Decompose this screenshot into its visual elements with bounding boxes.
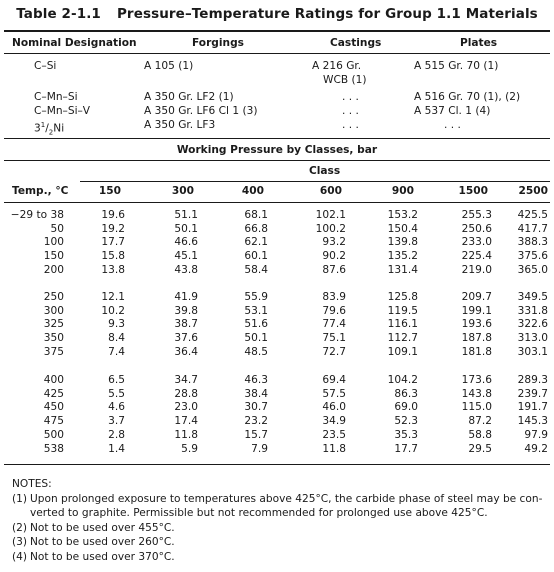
castings-c-mn-si-v: . . . [342,105,359,117]
temperature-cell: 150 [43,250,64,263]
forgings-3-half-ni: A 350 Gr. LF3 [144,119,216,131]
pressure-cell: 83.9 [322,291,346,303]
class-label: Class [309,165,341,177]
header-plates: Plates [460,37,498,49]
pressure-cell: 5.9 [181,442,198,455]
note-3-key: (3) [12,536,28,549]
temperature-cell: 100 [43,236,64,249]
top-rule [4,30,550,32]
pressure-cell: 23.2 [244,415,268,428]
class-header-600: 600 [319,185,342,197]
pressure-cell: 193.6 [461,318,492,331]
temperature-cell: 300 [43,304,64,317]
note-3-text: Not to be used over 260°C. [30,536,175,549]
forgings-c-si: A 105 (1) [144,60,194,72]
pressure-cell: 125.8 [387,291,418,303]
temperature-cell: −29 to 38 [10,209,64,221]
pressure-cell: 209.7 [461,291,492,303]
table-row [0,346,554,359]
class-header-2500: 2500 [518,185,548,197]
pressure-cell: 58.4 [244,263,268,276]
class-header-1500: 1500 [458,185,488,197]
pressure-cell: 112.7 [387,332,418,345]
pressure-cell: 58.8 [468,428,492,441]
pressure-cell: 3.7 [108,415,125,428]
pressure-cell: 50.1 [244,332,268,345]
castings-3-half-ni: . . . [342,119,359,131]
header-nominal-designation: Nominal Designation [12,37,137,49]
pressure-cell: 5.5 [108,387,125,400]
pressure-cell: 97.9 [524,428,548,441]
forgings-c-mn-si: A 350 Gr. LF2 (1) [144,91,234,103]
pressure-cell: 109.1 [387,345,418,358]
note-2-text: Not to be used over 455°C. [30,521,175,534]
castings-c-si-line2: WCB (1) [323,74,367,86]
pressure-cell: 145.3 [517,415,548,428]
table-number: Table 2-1.1 [16,6,101,22]
temperature-cell: 325 [43,318,64,331]
pressure-cell: 50.1 [174,222,198,235]
working-pressure-title: Working Pressure by Classes, bar [176,144,378,156]
pressure-cell: 388.3 [517,236,548,249]
table-row [0,264,554,277]
plates-3-half-ni: . . . [444,119,461,131]
pressure-cell: 90.2 [322,250,346,263]
materials-bottom-rule [4,138,550,139]
note-4-text: Not to be used over 370°C. [30,550,175,563]
pressure-cell: 135.2 [387,250,418,263]
pressure-cell: 7.4 [108,345,125,358]
pressure-cell: 69.0 [394,401,418,414]
table-row [0,443,554,456]
table-row [0,305,554,318]
table-row [0,401,554,414]
pressure-cell: 102.1 [315,209,346,221]
pressure-cell: 35.3 [394,428,418,441]
pressure-cell: 116.1 [387,318,418,331]
table-title [0,6,554,22]
note-3 [12,535,544,550]
pressure-cell: 93.2 [322,236,346,249]
note-1-text-line2: verted to graphite. Permissible but not recommended for prolonged use above 425°C. [30,507,488,520]
pressure-cell: 13.8 [101,263,125,276]
notes-section [12,477,544,565]
pressure-cell: 49.2 [524,442,548,455]
pressure-cell: 119.5 [387,304,418,317]
note-1-key: (1) [12,492,28,505]
pressure-cell: 87.2 [468,415,492,428]
temperature-cell: 400 [43,374,64,386]
table-row [0,209,554,222]
pressure-cell: 34.7 [174,374,198,386]
temperature-cell: 375 [43,345,64,358]
pressure-cell: 29.5 [468,442,492,455]
pressure-cell: 10.2 [101,304,125,317]
pressure-cell: 48.5 [244,345,268,358]
designation-c-si: C–Si [34,60,57,72]
table-title-text: Pressure–Temperature Ratings for Group 1.1 Materials [116,6,538,22]
pressure-cell: 30.7 [244,401,268,414]
note-2 [12,521,544,536]
pressure-cell: 60.1 [244,250,268,263]
pressure-cell: 46.0 [322,401,346,414]
class-rule [80,181,550,182]
pressure-cell: 239.7 [517,387,548,400]
pressure-cell: 62.1 [244,236,268,249]
table-bottom-rule [4,464,550,465]
pressure-cell: 2.8 [108,428,125,441]
pressure-cell: 233.0 [461,236,492,249]
pressure-cell: 187.8 [461,332,492,345]
pressure-cell: 68.1 [244,209,268,221]
castings-c-mn-si: . . . [342,91,359,103]
designation-c-mn-si-v: C–Mn–Si–V [34,105,91,117]
pressure-cell: 57.5 [322,387,346,400]
pressure-cell: 41.9 [174,291,198,303]
pressure-cell: 77.4 [322,318,346,331]
pressure-cell: 79.6 [322,304,346,317]
pressure-cell: 12.1 [101,291,125,303]
pressure-cell: 417.7 [517,222,548,235]
pressure-cell: 38.4 [244,387,268,400]
pressure-cell: 72.7 [322,345,346,358]
pressure-cell: 75.1 [322,332,346,345]
pressure-cell: 100.2 [315,222,346,235]
temperature-cell: 350 [43,332,64,345]
plates-c-mn-si: A 516 Gr. 70 (1), (2) [414,91,521,103]
pressure-cell: 115.0 [461,401,492,414]
note-1-text: Upon prolonged exposure to temperatures above 425°C, the carbide phase of steel may be con- [30,492,543,505]
temperature-header: Temp., °C [12,185,69,197]
pressure-cell: 250.6 [461,222,492,235]
pressure-cell: 8.4 [108,332,125,345]
pressure-cell: 19.6 [101,209,125,221]
designation-c-mn-si: C–Mn–Si [34,91,78,103]
pressure-cell: 69.4 [322,374,346,386]
pressure-cell: 17.4 [174,415,198,428]
pressure-cell: 131.4 [387,263,418,276]
note-2-key: (2) [12,521,28,534]
pressure-cell: 255.3 [461,209,492,221]
temperature-cell: 425 [43,387,64,400]
pressure-cell: 181.8 [461,345,492,358]
forgings-c-mn-si-v: A 350 Gr. LF6 Cl 1 (3) [144,105,258,117]
pressure-cell: 38.7 [174,318,198,331]
pressure-cell: 219.0 [461,263,492,276]
table-row [0,291,554,304]
castings-c-si: A 216 Gr. [312,60,362,72]
temperature-cell: 50 [50,222,64,235]
pressure-cell: 7.9 [251,442,268,455]
class-header-300: 300 [171,185,194,197]
pressure-cell: 6.5 [108,374,125,386]
pressure-cell: 53.1 [244,304,268,317]
temperature-cell: 200 [43,263,64,276]
pressure-cell: 39.8 [174,304,198,317]
pressure-cell: 375.6 [517,250,548,263]
pressure-cell: 55.9 [244,291,268,303]
notes-heading: NOTES: [12,478,52,490]
pressure-cell: 349.5 [517,291,548,303]
pressure-cell: 4.6 [108,401,125,414]
pressure-cell: 303.1 [517,345,548,358]
header-castings: Castings [330,37,382,49]
table-row [0,429,554,442]
table-row [0,236,554,249]
pressure-cell: 191.7 [517,401,548,414]
pressure-cell: 87.6 [322,263,346,276]
note-4-key: (4) [12,550,28,563]
pressure-cell: 150.4 [387,222,418,235]
pressure-header-rule [4,202,550,203]
table-row [0,415,554,428]
pressure-cell: 51.6 [244,318,268,331]
temperature-cell: 538 [43,442,64,455]
pressure-cell: 15.7 [244,428,268,441]
pressure-cell: 86.3 [394,387,418,400]
table-row [0,332,554,345]
note-4 [12,550,544,565]
pressure-cell: 15.8 [101,250,125,263]
pressure-cell: 425.5 [517,209,548,221]
pressure-cell: 37.6 [174,332,198,345]
pressure-cell: 173.6 [461,374,492,386]
pressure-cell: 11.8 [322,442,346,455]
table-row [0,250,554,263]
temperature-cell: 475 [43,415,64,428]
temperature-cell: 500 [43,428,64,441]
pressure-cell: 46.6 [174,236,198,249]
pressure-cell: 19.2 [101,222,125,235]
plates-c-si: A 515 Gr. 70 (1) [414,60,499,72]
temperature-cell: 450 [43,401,64,414]
table-row [0,374,554,387]
plates-c-mn-si-v: A 537 Cl. 1 (4) [414,105,491,117]
pressure-cell: 17.7 [101,236,125,249]
table-row [0,388,554,401]
pressure-cell: 199.1 [461,304,492,317]
pressure-cell: 331.8 [517,304,548,317]
pressure-cell: 23.5 [322,428,346,441]
pressure-cell: 9.3 [108,318,125,331]
pressure-cell: 28.8 [174,387,198,400]
pressure-cell: 66.8 [244,222,268,235]
pressure-cell: 34.9 [322,415,346,428]
class-header-400: 400 [241,185,264,197]
pressure-cell: 17.7 [394,442,418,455]
pressure-cell: 365.0 [517,263,548,276]
pressure-cell: 45.1 [174,250,198,263]
temperature-cell: 250 [43,291,64,303]
pressure-cell: 139.8 [387,236,418,249]
pressure-cell: 289.3 [517,374,548,386]
pressure-cell: 225.4 [461,250,492,263]
pressure-cell: 51.1 [174,209,198,221]
materials-header-rule [4,53,550,54]
pressure-cell: 143.8 [461,387,492,400]
table-row [0,318,554,331]
pressure-cell: 36.4 [174,345,198,358]
pressure-cell: 153.2 [387,209,418,221]
pressure-cell: 46.3 [244,374,268,386]
pressure-cell: 11.8 [174,428,198,441]
pressure-cell: 322.6 [517,318,548,331]
class-header-150: 150 [98,185,121,197]
pressure-cell: 313.0 [517,332,548,345]
pressure-cell: 43.8 [174,263,198,276]
pressure-cell: 104.2 [387,374,418,386]
working-pressure-rule [4,160,550,161]
pressure-cell: 1.4 [108,442,125,455]
table-row [0,223,554,236]
header-forgings: Forgings [192,37,244,49]
note-1 [12,492,544,521]
pressure-cell: 52.3 [394,415,418,428]
pressure-cell: 23.0 [174,401,198,414]
class-header-900: 900 [391,185,414,197]
designation-3-half-ni: $3^1/_2Ni$ [34,121,65,137]
